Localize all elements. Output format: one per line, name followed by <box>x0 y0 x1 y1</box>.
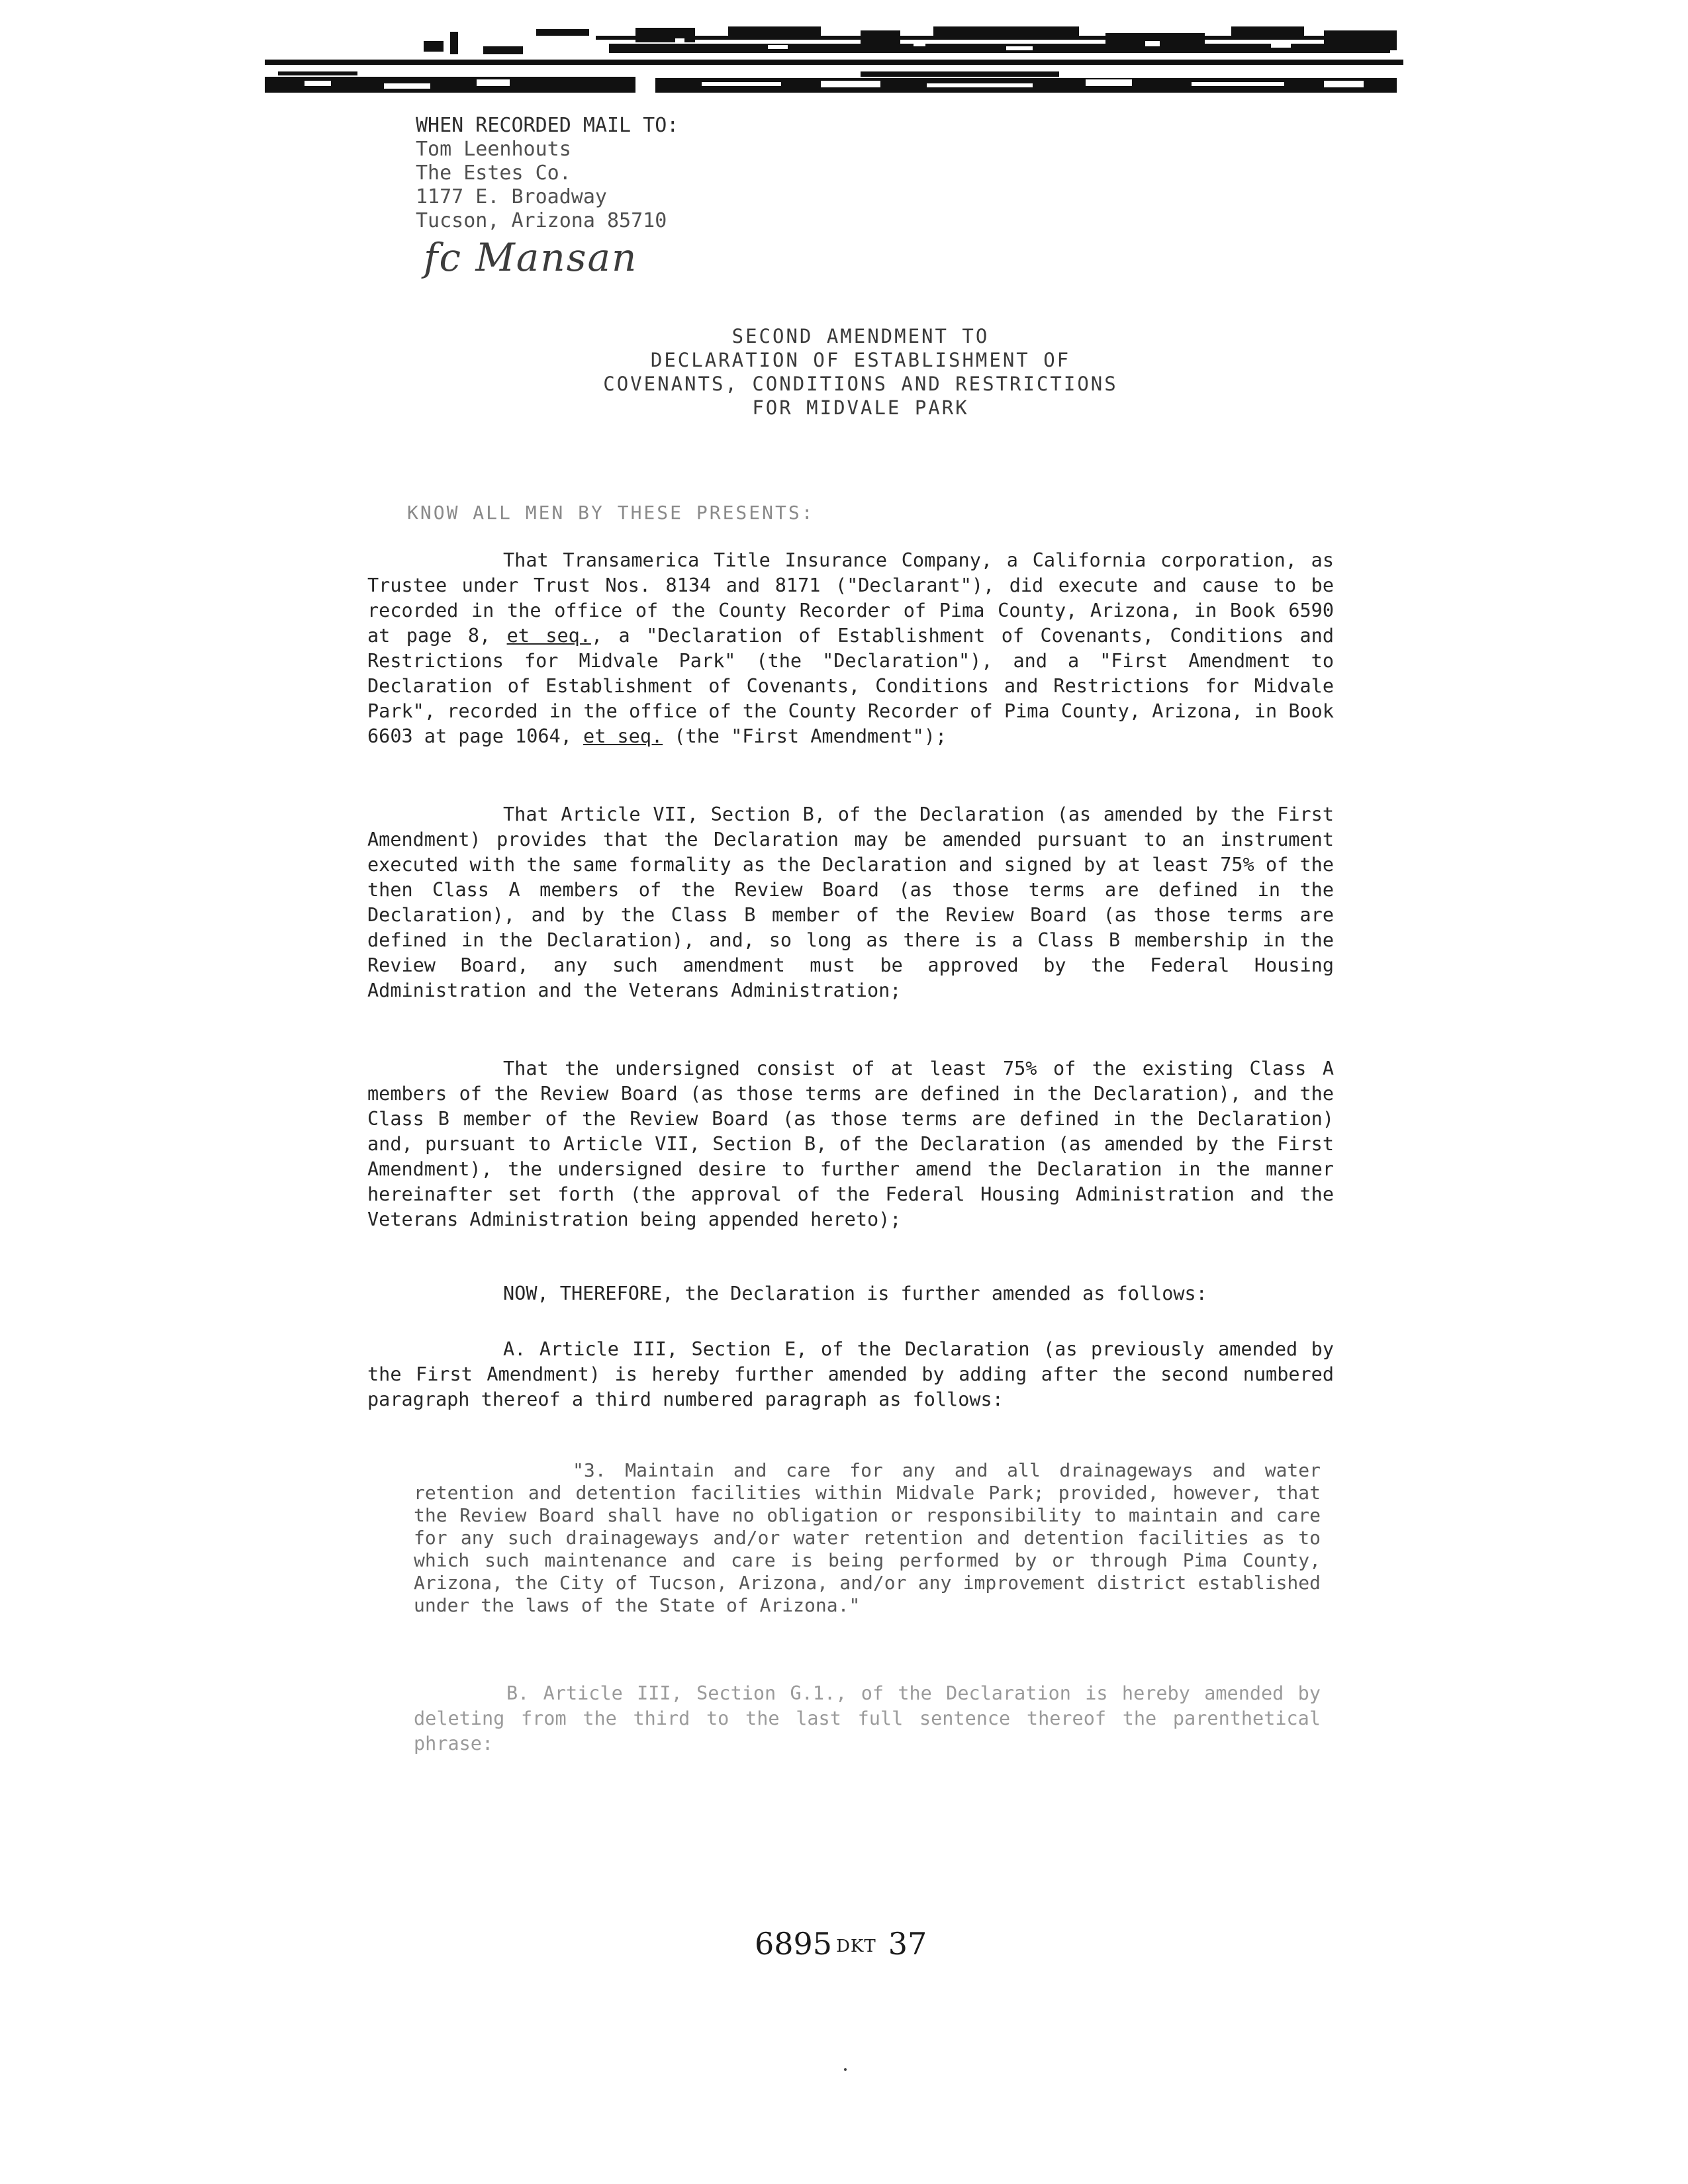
amendment-b <box>414 1681 1321 1756</box>
recital-paragraph-3 <box>367 1056 1334 1232</box>
page-number: 37 <box>888 1926 927 1962</box>
street-address: 1177 E. Broadway <box>416 185 607 208</box>
et-seq-1: et seq. <box>506 625 591 647</box>
recital-1-text-a: That Transamerica Title Insurance Company, a California corporation, as Trustee under Trust Nos. 8134 and 8171 ("Declarant"), did execute and cause to be recorded in the office of the County Recorder of Pima County, Arizona, in Book 6590 at page 8, <box>367 549 1334 647</box>
recital-1-text-c: (the "First Amendment"); <box>674 725 947 747</box>
recital-paragraph-2 <box>367 802 1334 1003</box>
amendment-b-text: B. Article III, Section G.1., of the Declaration is hereby amended by deleting from the third to the last full sentence thereof the parenthetical phrase: <box>414 1682 1321 1754</box>
operative-clause-text: NOW, THEREFORE, the Declaration is further amended as follows: <box>503 1283 1207 1304</box>
recital-3-text: That the undersigned consist of at least 75% of the existing Class A members of the Review Board (as those terms are defined in the Declaration), and the Class B member of the Review Board (as those terms are defined in the Declaration) and, pursuant to Article VII, Section B, of the Declaration (as amended by the First Amendment), the undersigned desire to further amend the Declaration in the manner hereinafter set forth (the approval of the Federal Housing Administration and the Veterans Administration being appended hereto); <box>367 1058 1334 1230</box>
company-name: The Estes Co. <box>416 161 571 185</box>
amendment-a-text: A. Article III, Section E, of the Declaration (as previously amended by the First Amendment) is hereby further amended by adding after the second numbered paragraph thereof a third numbered paragraph as follows: <box>367 1338 1334 1410</box>
docket-label: DKT <box>836 1936 876 1956</box>
title-line: SECOND AMENDMENT TO <box>731 325 990 347</box>
title-line: COVENANTS, CONDITIONS AND RESTRICTIONS <box>603 373 1118 395</box>
city-state-zip: Tucson, Arizona 85710 <box>416 209 667 232</box>
docket-page-stamp <box>755 1926 927 1962</box>
document-title <box>463 324 1258 420</box>
scan-noise-band-bottom <box>265 71 1403 101</box>
scan-speck <box>844 2068 847 2071</box>
title-line: DECLARATION OF ESTABLISHMENT OF <box>650 349 1071 371</box>
mail-to-label: WHEN RECORDED MAIL TO: <box>416 114 679 137</box>
operative-clause <box>367 1281 1334 1306</box>
title-line: FOR MIDVALE PARK <box>752 396 969 419</box>
docket-number: 6895 <box>755 1926 833 1962</box>
scan-noise-band-top <box>265 26 1403 68</box>
handwritten-signature: fc Mansan <box>424 235 638 280</box>
amendment-a <box>367 1337 1334 1412</box>
recording-address-block <box>416 114 679 233</box>
recipient-name: Tom Leenhouts <box>416 138 571 161</box>
recital-paragraph-1 <box>367 548 1334 749</box>
quoted-paragraph-text: "3. Maintain and care for any and all drainageways and water retention and detention facilities within Midvale Park; provided, however, that the Review Board shall have no obligation or responsibility to maintain and care for any such drainageways and/or water retention and detention facilities as to which such maintenance and care is being performed by or through Pima County, Arizona, the City of Tucson, Arizona, and/or any improvement district established under the laws of the State of Arizona." <box>414 1459 1321 1616</box>
greeting: KNOW ALL MEN BY THESE PRESENTS: <box>407 502 815 523</box>
amendment-a-quoted-paragraph <box>414 1459 1321 1617</box>
et-seq-2: et seq. <box>583 725 663 747</box>
recital-1-text-b: , a "Declaration of Establishment of Covenants, Conditions and Restrictions for Midvale Park" (the "Declaration"), and a "First Amendment to Declaration of Establishment of Covenants, Conditions and Restrictions for Midvale Park", recorded in the office of the County Recorder of Pima County, Arizona, in Book 6603 at page 1064, <box>367 625 1334 747</box>
recital-2-text: That Article VII, Section B, of the Declaration (as amended by the First Amendment) provides that the Declaration may be amended pursuant to an instrument executed with the same formality as the Declaration and signed by at least 75% of the then Class A members of the Review Board (as those terms are defined in the Declaration), and by the Class B member of the Review Board (as those terms are defined in the Declaration), and, so long as there is a Class B membership in the Review Board, any such amendment must be approved by the Federal Housing Administration and the Veterans Administration; <box>367 803 1334 1001</box>
